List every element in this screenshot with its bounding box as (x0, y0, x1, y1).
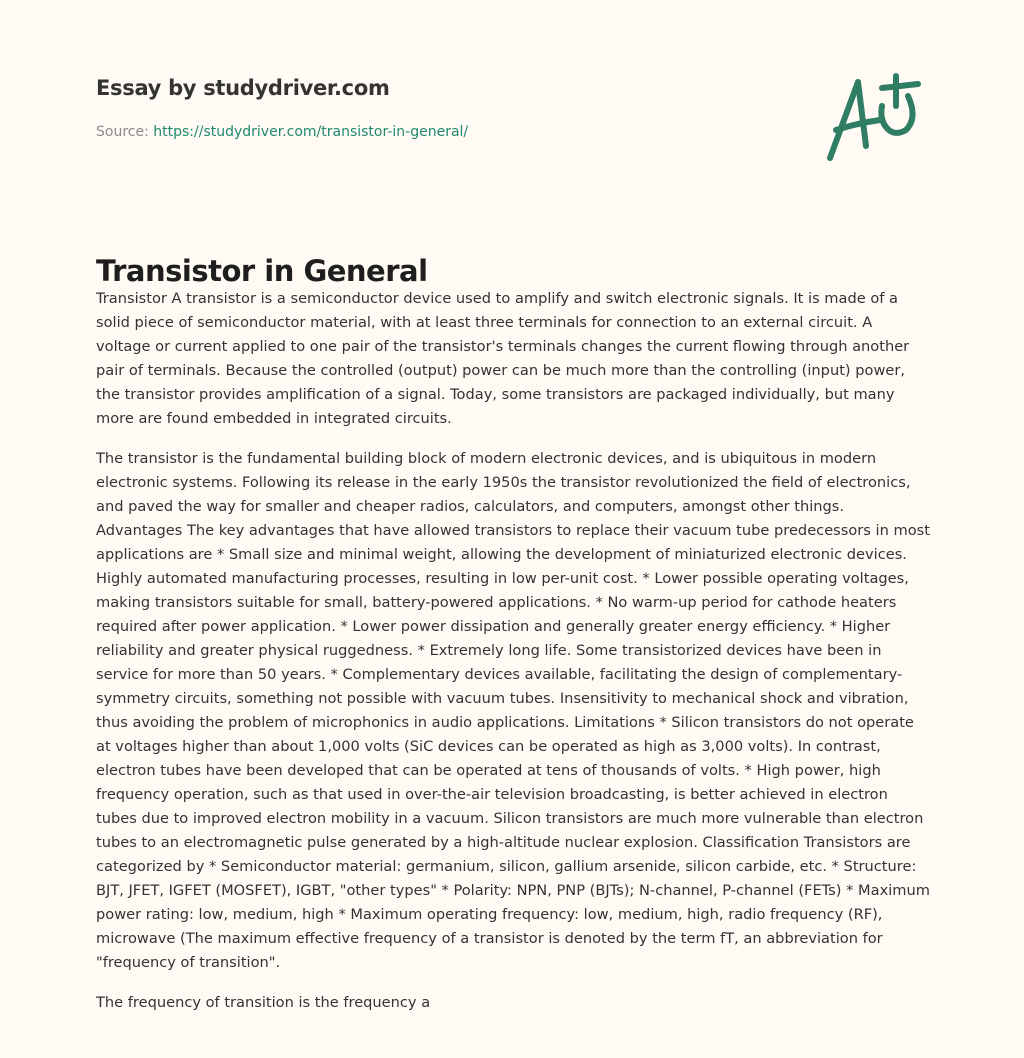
article-body (96, 287, 930, 1031)
paragraph: Transistor A transistor is a semiconductor device used to amplify and switch electronic signals. It is made of a solid piece of semiconductor material, with at least three terminals for connection to an external circuit. A voltage or current applied to one pair of the transistor's terminals changes the current flowing through another pair of terminals. Because the controlled (output) power can be much more than the controlling (input) power, the transistor provides amplification of a signal. Today, some transistors are packaged individually, but many more are found embedded in integrated circuits. (96, 290, 910, 427)
a-plus-logo-icon (818, 68, 928, 168)
source-label: Source: (96, 124, 149, 140)
site-title: Essay by studydriver.com (96, 76, 390, 100)
paragraph: The transistor is the fundamental building block of modern electronic devices, and is ubiquitous in modern electronic systems. Following its release in the early 1950s the transistor revolutionized the field of electronics, and paved the way for smaller and cheaper radios, calculators, and computers, amongst other things. Advantages The key advantages that have allowed transistors to replace their vacuum tube predecessors in most applications are * Small size and minimal weight, allowing the development of miniaturized electronic devices. Highly automated manufacturing processes, resulting in low per-unit cost. * Lower possible operating voltages, making transistors suitable for small, battery-powered applications. * No warm-up period for cathode heaters required after power application. * Lower power dissipation and generally greater energy efficiency. * Higher reliability and greater physical ruggedness. * Extremely long life. Some transistorized devices have been in service for more than 50 years. * Complementary devices available, facilitating the design of complementary-symmetry circuits, something not possible with vacuum tubes. Insensitivity to mechanical shock and vibration, thus avoiding the problem of microphonics in audio applications. Limitations * Silicon transistors do not operate at voltages higher than about 1,000 volts (SiC devices can be operated as high as 3,000 volts). In contrast, electron tubes have been developed that can be operated at tens of thousands of volts. * High power, high frequency operation, such as that used in over-the-air television broadcasting, is better achieved in electron tubes due to improved electron mobility in a vacuum. Silicon transistors are much more vulnerable than electron tubes to an electromagnetic pulse generated by a high-altitude nuclear explosion. Classification Transistors are categorized by * Semiconductor material: germanium, silicon, gallium arsenide, silicon carbide, etc. * Structure: BJT, JFET, IGFET (MOSFET), IGBT, "other types" * Polarity: NPN, PNP (BJTs); N-channel, P-channel (FETs) * Maximum power rating: low, medium, high * Maximum operating frequency: low, medium, high, radio frequency (RF), microwave (The maximum effective frequency of a transistor is denoted by the term fT, an abbreviation for "frequency of transition". (96, 450, 930, 971)
source-link[interactable]: https://studydriver.com/transistor-in-general/ (153, 124, 469, 140)
article-title: Transistor in General (96, 254, 428, 288)
source-line (96, 124, 468, 140)
paragraph: The frequency of transition is the frequency a (96, 994, 431, 1011)
